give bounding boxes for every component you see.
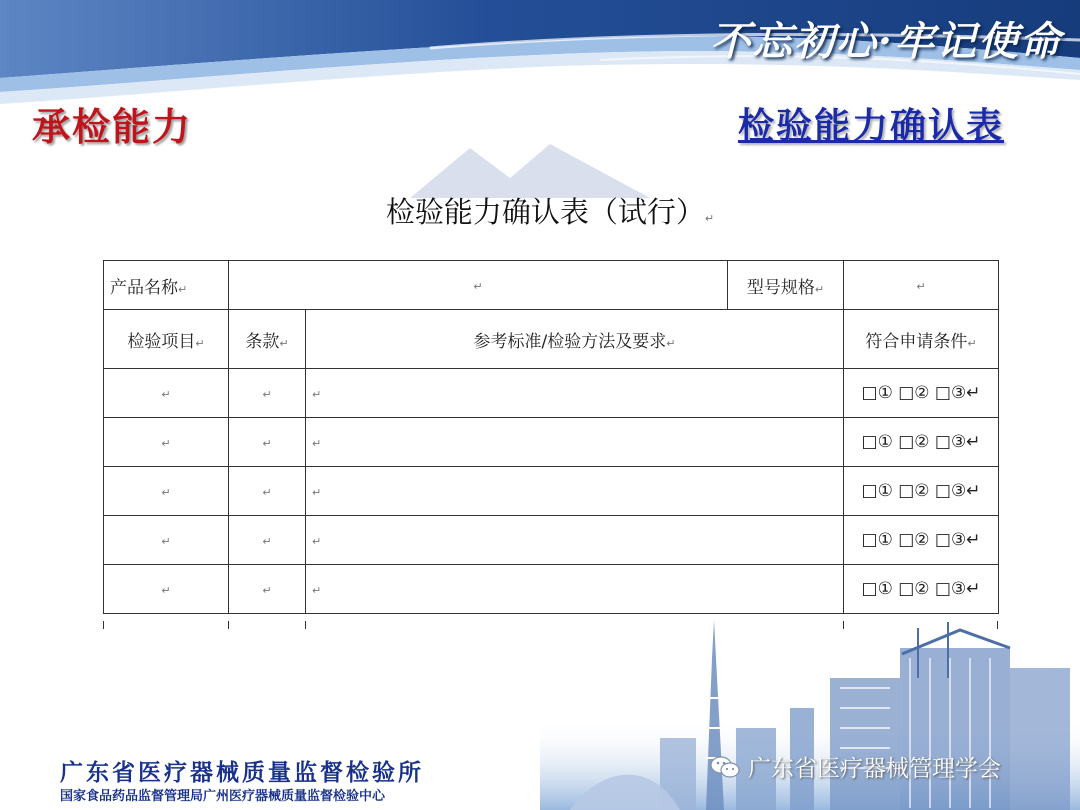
conditions-checkboxes[interactable]: □① □② □③↵ (844, 418, 999, 467)
wechat-watermark (710, 750, 1001, 783)
conditions-checkboxes[interactable]: □① □② □③↵ (844, 516, 999, 565)
conditions-checkboxes[interactable]: □① □② □③↵ (844, 565, 999, 614)
table-row (104, 418, 999, 467)
table-row (104, 565, 999, 614)
capability-form-table (103, 260, 999, 614)
col-header-clause: 条款↵ (229, 310, 306, 369)
conditions-checkboxes[interactable]: □① □② □③↵ (844, 467, 999, 516)
col-header-standard: 参考标准/检验方法及要求↵ (306, 310, 844, 369)
table-row (104, 467, 999, 516)
slogan-text: 不忘初心·牢记使命 (710, 18, 1062, 65)
organization-subtitle: 国家食品药品监督管理局广州医疗器械质量监督检验中心 (60, 789, 386, 804)
table-header-row (104, 310, 999, 369)
col-header-conditions: 符合申请条件↵ (844, 310, 999, 369)
standard-cell[interactable]: ↵ (306, 418, 844, 467)
model-spec-label: 型号规格↵ (728, 261, 844, 310)
standard-cell[interactable]: ↵ (306, 369, 844, 418)
item-cell[interactable]: ↵ (104, 418, 229, 467)
standard-cell[interactable]: ↵ (306, 467, 844, 516)
section-title: 承检能力 (32, 104, 193, 149)
table-row (104, 369, 999, 418)
product-row (104, 261, 999, 310)
clause-cell[interactable]: ↵ (229, 369, 306, 418)
clause-cell[interactable]: ↵ (229, 565, 306, 614)
conditions-checkboxes[interactable]: □① □② □③↵ (844, 369, 999, 418)
clause-cell[interactable]: ↵ (229, 418, 306, 467)
product-name-label: 产品名称↵ (104, 261, 229, 310)
table-row (104, 516, 999, 565)
model-spec-field[interactable]: ↵ (844, 261, 999, 310)
wechat-icon (710, 754, 740, 780)
watermark-emblem-icon (410, 138, 650, 198)
wechat-account-name: 广东省医疗器械管理学会 (748, 756, 1001, 782)
organization-name: 广东省医疗器械质量监督检验所 (60, 760, 424, 786)
item-cell[interactable]: ↵ (104, 467, 229, 516)
col-header-item: 检验项目↵ (104, 310, 229, 369)
item-cell[interactable]: ↵ (104, 369, 229, 418)
clause-cell[interactable]: ↵ (229, 516, 306, 565)
product-name-field[interactable]: ↵ (229, 261, 728, 310)
standard-cell[interactable]: ↵ (306, 565, 844, 614)
section-link[interactable]: 检验能力确认表 (737, 105, 1004, 147)
item-cell[interactable]: ↵ (104, 565, 229, 614)
standard-cell[interactable]: ↵ (306, 516, 844, 565)
item-cell[interactable]: ↵ (104, 516, 229, 565)
clause-cell[interactable]: ↵ (229, 467, 306, 516)
document-title: 检验能力确认表（试行）↵ (385, 195, 715, 229)
